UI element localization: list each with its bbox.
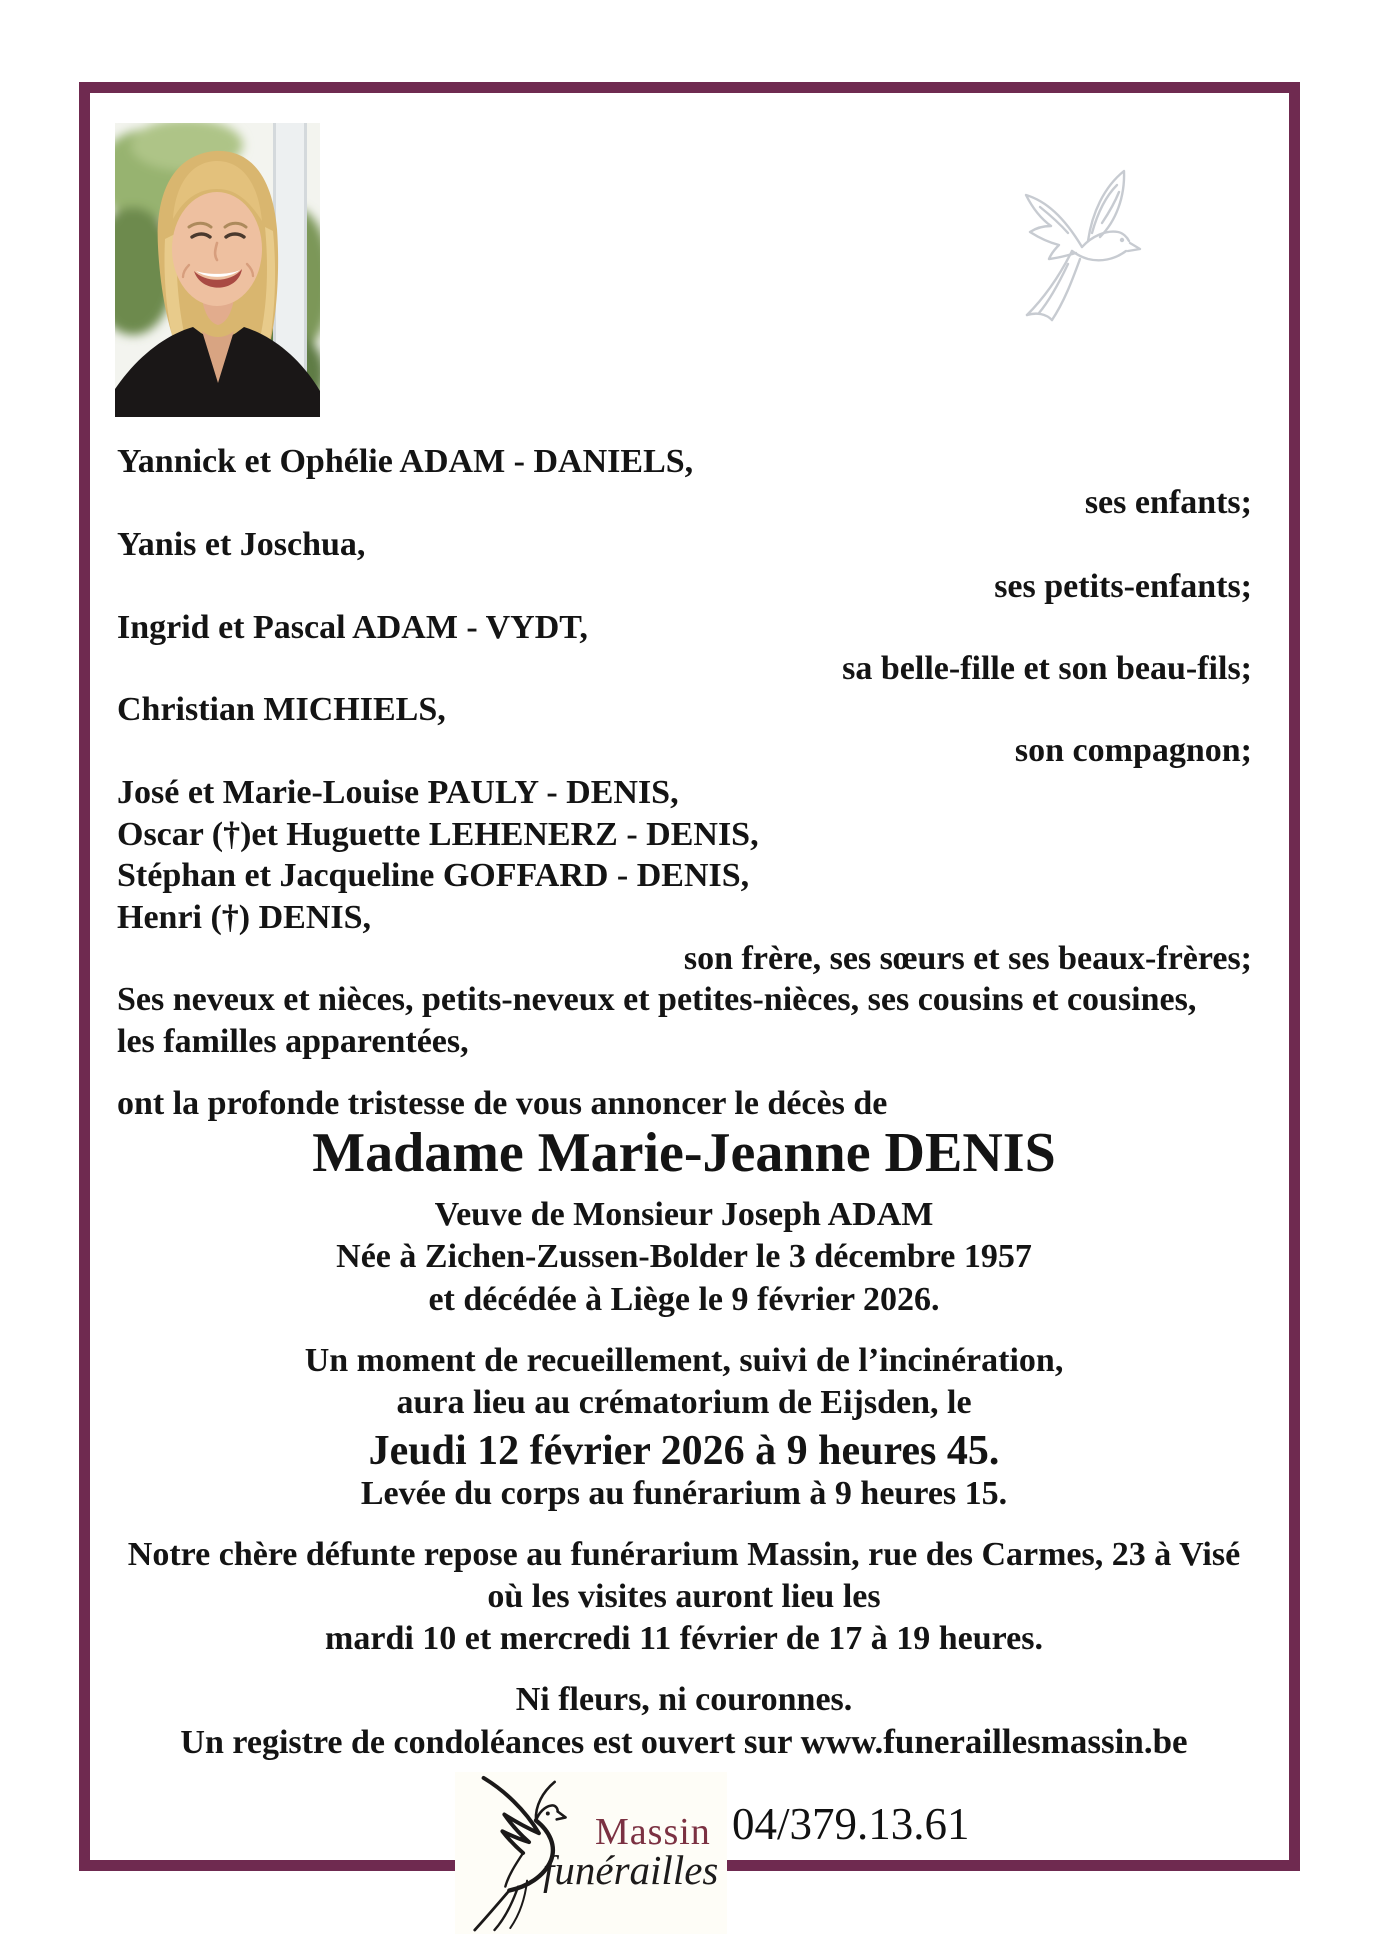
family-line: Stéphan et Jacqueline GOFFARD - DENIS, [117,857,750,894]
visitation-line-3: mardi 10 et mercredi 11 février de 17 à 19 heures. [325,1620,1043,1657]
death-line: et décédée à Liège le 9 février 2026. [428,1281,940,1318]
ceremony-levee: Levée du corps au funérarium à 9 heures 15. [360,1475,1008,1512]
funeral-home-subtitle: funérailles [543,1847,719,1893]
family-line: Henri (†) DENIS, [117,899,372,936]
ceremony-date: Jeudi 12 février 2026 à 9 heures 45. [368,1428,1000,1474]
visitation-line-2: où les visites auront lieu les [487,1578,881,1615]
birth-line: Née à Zichen-Zussen-Bolder le 3 décembre 1957 [336,1238,1032,1275]
condolence-website-link[interactable]: sur www.funeraillesmassin.be [743,1722,1188,1761]
dove-illustration-icon [1018,163,1146,335]
funeral-home-phone: 04/379.13.61 [732,1799,970,1849]
no-flowers-line: Ni fleurs, ni couronnes. [515,1681,853,1718]
family-line: Yannick et Ophélie ADAM - DANIELS, [117,443,694,480]
deceased-portrait-photo [115,123,320,417]
relation-label: son compagnon; [1014,732,1252,769]
family-line: Christian MICHIELS, [117,691,446,728]
widow-of-line: Veuve de Monsieur Joseph ADAM [434,1196,934,1233]
visitation-line-1: Notre chère défunte repose au funérarium Massin, rue des Carmes, 23 à Visé [127,1536,1241,1573]
register-text: Un registre de condoléances est ouvert [180,1724,744,1761]
relation-label: son frère, ses sœurs et ses beaux-frères; [683,940,1252,977]
family-line: Yanis et Joschua, [117,526,366,563]
funeral-home-logo [455,1772,727,1934]
relation-label: ses enfants; [1084,484,1252,521]
relation-label: sa belle-fille et son beau-fils; [842,650,1252,687]
deceased-name-title: Madame Marie-Jeanne DENIS [312,1122,1056,1184]
relation-label: ses petits-enfants; [994,568,1252,605]
family-line: Oscar (†)et Huguette LEHENERZ - DENIS, [117,816,759,853]
announcement-intro: ont la profonde tristesse de vous annoncer le décès de [117,1085,888,1122]
ceremony-line-2: aura lieu au crématorium de Eijsden, le [396,1384,972,1421]
ceremony-line-1: Un moment de recueillement, suivi de l’incinération, [304,1342,1064,1379]
family-line: Ses neveux et nièces, petits-neveux et petites-nièces, ses cousins et cousines, [117,981,1197,1018]
family-line: Ingrid et Pascal ADAM - VYDT, [117,609,588,646]
family-line: les familles apparentées, [117,1023,469,1060]
funeral-home-name: Massin [595,1811,711,1853]
family-line: José et Marie-Louise PAULY - DENIS, [117,774,679,811]
condolence-register-line [117,1723,1251,1762]
